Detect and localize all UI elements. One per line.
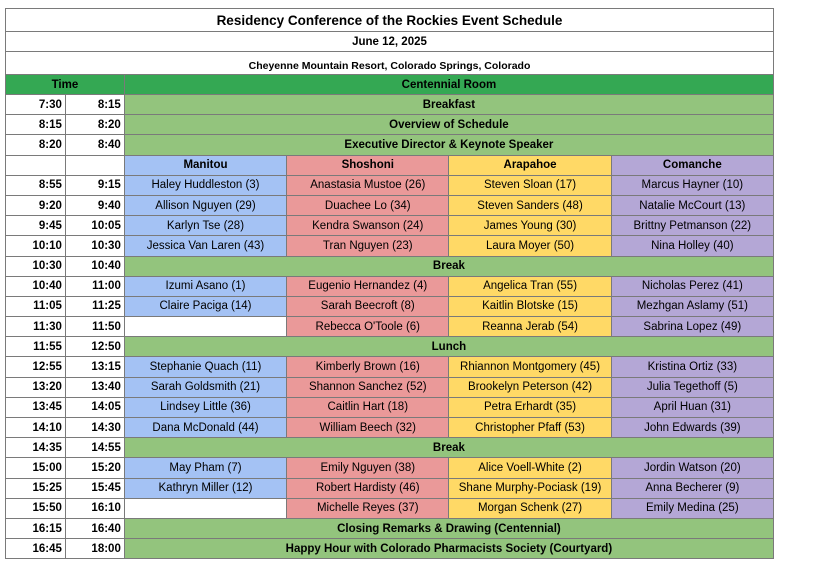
session-arapahoe: James Young (30) (449, 216, 611, 235)
start-time: 9:20 (6, 196, 66, 215)
session-arapahoe: Brookelyn Peterson (42) (449, 378, 611, 397)
session-manitou (125, 499, 287, 518)
room-header-shoshoni: Shoshoni (287, 156, 449, 175)
room-header-manitou: Manitou (125, 156, 287, 175)
end-time: 15:20 (66, 458, 125, 477)
session-row (5, 398, 774, 418)
start-time: 13:20 (6, 378, 66, 397)
end-time: 14:30 (66, 418, 125, 437)
session-shoshoni: Caitlin Hart (18) (287, 398, 449, 417)
start-time: 15:25 (6, 479, 66, 498)
session-row (5, 357, 774, 377)
session-arapahoe: Alice Voell-White (2) (449, 458, 611, 477)
session-row (5, 196, 774, 216)
plenary-row (5, 95, 774, 115)
session-manitou: Lindsey Little (36) (125, 398, 287, 417)
session-comanche: Kristina Ortiz (33) (612, 357, 774, 376)
plenary-row (5, 115, 774, 135)
start-time: 8:15 (6, 115, 66, 134)
session-comanche: Anna Becherer (9) (612, 479, 774, 498)
end-time: 15:45 (66, 479, 125, 498)
start-time: 11:55 (6, 337, 66, 356)
column-header-row (5, 75, 774, 95)
session-row (5, 499, 774, 519)
session-comanche: John Edwards (39) (612, 418, 774, 437)
schedule-body (5, 95, 774, 559)
end-time: 10:05 (66, 216, 125, 235)
start-time: 14:35 (6, 438, 66, 457)
end-time: 11:25 (66, 297, 125, 316)
session-shoshoni: Rebecca O'Toole (6) (287, 317, 449, 336)
start-time: 11:05 (6, 297, 66, 316)
session-row (5, 317, 774, 337)
plenary-title: Executive Director & Keynote Speaker (125, 135, 774, 154)
room-header-arapahoe: Arapahoe (449, 156, 611, 175)
session-manitou: May Pham (7) (125, 458, 287, 477)
session-shoshoni: Sarah Beecroft (8) (287, 297, 449, 316)
session-row (5, 297, 774, 317)
start-time: 9:45 (6, 216, 66, 235)
start-time: 8:20 (6, 135, 66, 154)
session-shoshoni: Kendra Swanson (24) (287, 216, 449, 235)
plenary-row (5, 539, 774, 559)
session-manitou: Allison Nguyen (29) (125, 196, 287, 215)
schedule-sheet (5, 8, 774, 559)
session-row (5, 479, 774, 499)
session-arapahoe: Steven Sanders (48) (449, 196, 611, 215)
session-shoshoni: Emily Nguyen (38) (287, 458, 449, 477)
end-time: 10:30 (66, 236, 125, 255)
time-header: Time (6, 75, 125, 94)
plenary-title: Lunch (125, 337, 774, 356)
start-time: 12:55 (6, 357, 66, 376)
session-row (5, 216, 774, 236)
session-arapahoe: Rhiannon Montgomery (45) (449, 357, 611, 376)
start-time: 16:15 (6, 519, 66, 538)
end-time: 9:15 (66, 176, 125, 195)
end-time: 13:15 (66, 357, 125, 376)
session-comanche: April Huan (31) (612, 398, 774, 417)
session-comanche: Sabrina Lopez (49) (612, 317, 774, 336)
plenary-title: Happy Hour with Colorado Pharmacists Society (Courtyard) (125, 539, 774, 558)
end-time: 11:00 (66, 277, 125, 296)
end-time: 8:20 (66, 115, 125, 134)
end-time: 10:40 (66, 257, 125, 276)
session-comanche: Nina Holley (40) (612, 236, 774, 255)
plenary-row (5, 438, 774, 458)
end-time: 13:40 (66, 378, 125, 397)
room-header-comanche: Comanche (612, 156, 774, 175)
session-shoshoni: Tran Nguyen (23) (287, 236, 449, 255)
blank-time-end (66, 156, 125, 175)
session-arapahoe: Laura Moyer (50) (449, 236, 611, 255)
start-time: 15:00 (6, 458, 66, 477)
session-shoshoni: Eugenio Hernandez (4) (287, 277, 449, 296)
session-comanche: Jordin Watson (20) (612, 458, 774, 477)
session-row (5, 176, 774, 196)
end-time: 18:00 (66, 539, 125, 558)
end-time: 14:55 (66, 438, 125, 457)
session-shoshoni: Shannon Sanchez (52) (287, 378, 449, 397)
session-comanche: Natalie McCourt (13) (612, 196, 774, 215)
start-time: 16:45 (6, 539, 66, 558)
session-row (5, 458, 774, 478)
session-manitou (125, 317, 287, 336)
session-row (5, 378, 774, 398)
rooms-header-row (5, 156, 774, 176)
end-time: 8:40 (66, 135, 125, 154)
session-comanche: Emily Medina (25) (612, 499, 774, 518)
session-comanche: Mezhgan Aslamy (51) (612, 297, 774, 316)
session-arapahoe: Petra Erhardt (35) (449, 398, 611, 417)
session-arapahoe: Christopher Pfaff (53) (449, 418, 611, 437)
start-time: 11:30 (6, 317, 66, 336)
session-arapahoe: Reanna Jerab (54) (449, 317, 611, 336)
start-time: 10:10 (6, 236, 66, 255)
start-time: 7:30 (6, 95, 66, 114)
session-row (5, 236, 774, 256)
end-time: 12:50 (66, 337, 125, 356)
session-comanche: Brittny Petmanson (22) (612, 216, 774, 235)
start-time: 10:30 (6, 257, 66, 276)
plenary-row (5, 257, 774, 277)
session-manitou: Izumi Asano (1) (125, 277, 287, 296)
session-row (5, 277, 774, 297)
start-time: 8:55 (6, 176, 66, 195)
start-time: 13:45 (6, 398, 66, 417)
session-arapahoe: Morgan Schenk (27) (449, 499, 611, 518)
end-time: 16:10 (66, 499, 125, 518)
session-manitou: Stephanie Quach (11) (125, 357, 287, 376)
end-time: 14:05 (66, 398, 125, 417)
plenary-row (5, 135, 774, 155)
plenary-title: Closing Remarks & Drawing (Centennial) (125, 519, 774, 538)
session-manitou: Karlyn Tse (28) (125, 216, 287, 235)
plenary-title: Overview of Schedule (125, 115, 774, 134)
main-room-header: Centennial Room (125, 75, 774, 94)
end-time: 9:40 (66, 196, 125, 215)
session-shoshoni: Duachee Lo (34) (287, 196, 449, 215)
session-manitou: Dana McDonald (44) (125, 418, 287, 437)
page-title: Residency Conference of the Rockies Event Schedule (6, 9, 774, 31)
start-time: 15:50 (6, 499, 66, 518)
end-time: 11:50 (66, 317, 125, 336)
session-manitou: Claire Paciga (14) (125, 297, 287, 316)
session-manitou: Haley Huddleston (3) (125, 176, 287, 195)
plenary-title: Break (125, 257, 774, 276)
date-row (5, 32, 774, 52)
session-comanche: Julia Tegethoff (5) (612, 378, 774, 397)
session-arapahoe: Angelica Tran (55) (449, 277, 611, 296)
session-shoshoni: Anastasia Mustoe (26) (287, 176, 449, 195)
start-time: 10:40 (6, 277, 66, 296)
session-shoshoni: Michelle Reyes (37) (287, 499, 449, 518)
plenary-title: Break (125, 438, 774, 457)
plenary-row (5, 519, 774, 539)
session-comanche: Marcus Hayner (10) (612, 176, 774, 195)
event-location: Cheyenne Mountain Resort, Colorado Springs, Colorado (6, 52, 774, 74)
session-arapahoe: Steven Sloan (17) (449, 176, 611, 195)
plenary-row (5, 337, 774, 357)
title-row (5, 8, 774, 32)
session-arapahoe: Kaitlin Blotske (15) (449, 297, 611, 316)
session-comanche: Nicholas Perez (41) (612, 277, 774, 296)
end-time: 8:15 (66, 95, 125, 114)
plenary-title: Breakfast (125, 95, 774, 114)
session-row (5, 418, 774, 438)
start-time: 14:10 (6, 418, 66, 437)
event-date: June 12, 2025 (6, 32, 774, 51)
blank-time-start (6, 156, 66, 175)
session-arapahoe: Shane Murphy-Pociask (19) (449, 479, 611, 498)
end-time: 16:40 (66, 519, 125, 538)
session-manitou: Sarah Goldsmith (21) (125, 378, 287, 397)
session-shoshoni: William Beech (32) (287, 418, 449, 437)
session-shoshoni: Kimberly Brown (16) (287, 357, 449, 376)
location-row (5, 52, 774, 75)
session-shoshoni: Robert Hardisty (46) (287, 479, 449, 498)
session-manitou: Jessica Van Laren (43) (125, 236, 287, 255)
session-manitou: Kathryn Miller (12) (125, 479, 287, 498)
